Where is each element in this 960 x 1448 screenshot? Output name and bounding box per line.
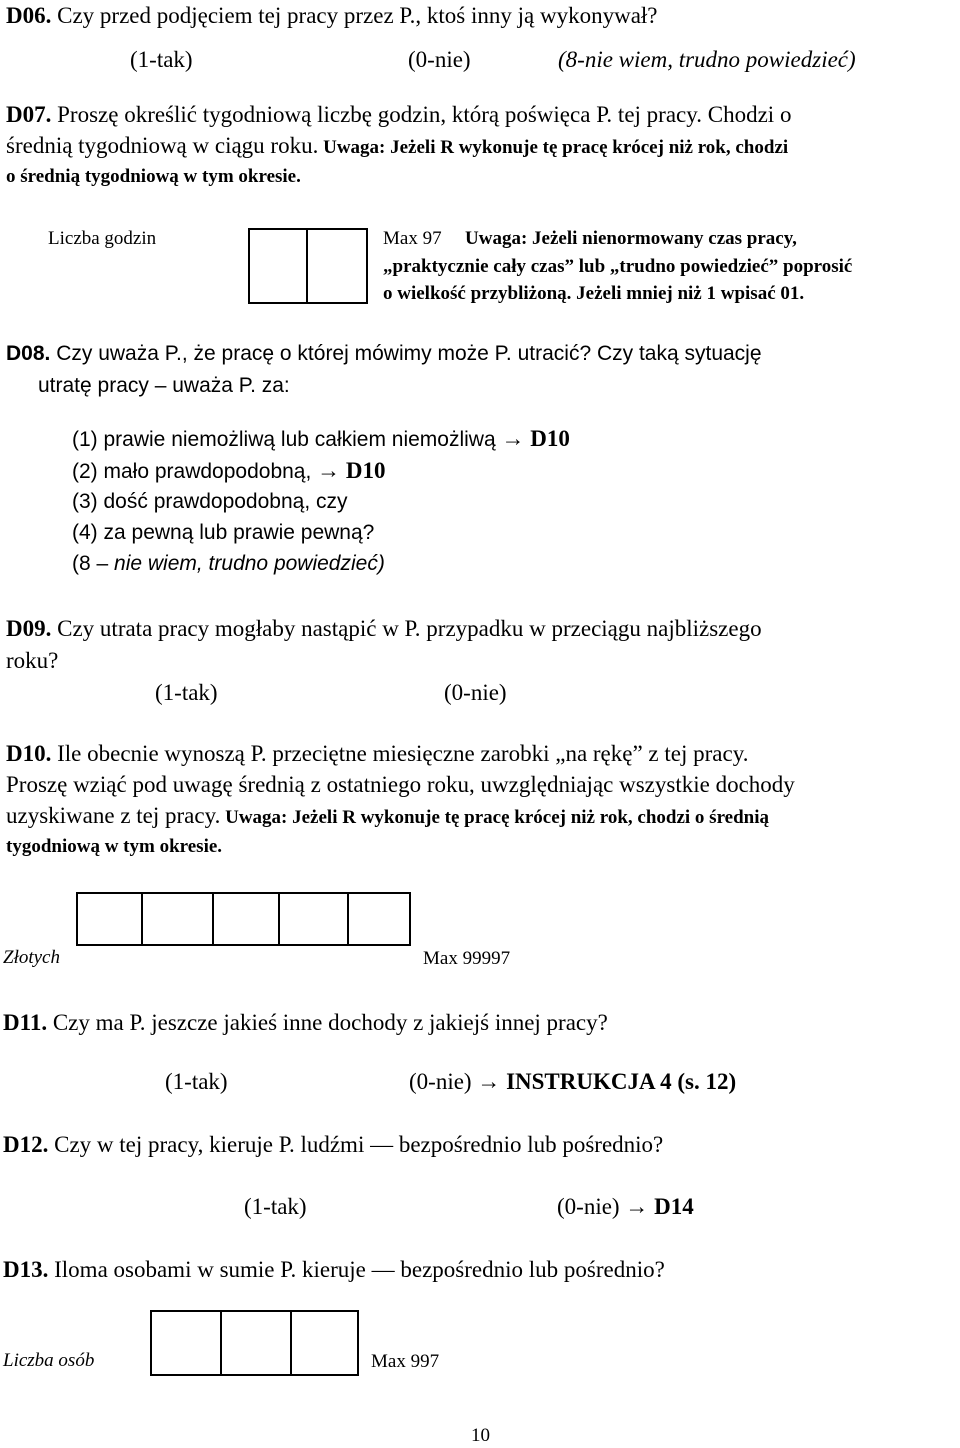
question-id: D07. — [6, 102, 52, 127]
digit-box[interactable] — [150, 1310, 222, 1376]
digit-box[interactable] — [141, 892, 214, 946]
goto-instruction: → D14 — [625, 1194, 694, 1219]
question-text: utratę pracy – uważa P. za: — [38, 374, 290, 397]
digit-box[interactable] — [278, 892, 349, 946]
answer-option[interactable]: (1-tak) — [165, 1069, 228, 1094]
question-d10 — [6, 740, 748, 768]
answer-option[interactable] — [72, 425, 570, 453]
question-text: Proszę określić tygodniową liczbę godzin, którą poświęca P. tej pracy. Chodzi o — [51, 102, 792, 127]
max-value: Max 97 — [383, 228, 442, 249]
digit-box[interactable] — [290, 1310, 359, 1376]
option-label: (0-nie) — [557, 1194, 620, 1219]
answer-option[interactable]: (4) za pewną lub prawie pewną? — [72, 521, 375, 544]
digit-box[interactable] — [212, 892, 280, 946]
question-d12 — [3, 1131, 663, 1159]
option-label: (2) mało prawdopodobną, — [72, 460, 312, 483]
answer-option[interactable] — [72, 457, 386, 485]
answer-option[interactable]: (0-nie) — [444, 680, 507, 705]
answer-option[interactable]: (1-tak) — [130, 47, 193, 72]
interviewer-note: o średnią tygodniową w tym okresie. — [6, 166, 301, 187]
option-label: nie wiem, trudno powiedzieć) — [114, 552, 385, 575]
question-id: D10. — [6, 741, 52, 766]
option-label: (1) prawie niemożliwą lub całkiem niemożliwą — [72, 428, 496, 451]
interviewer-note: o wielkość przybliżoną. Jeżeli mniej niż 1 wpisać 01. — [383, 283, 805, 304]
goto-instruction: → INSTRUKCJA 4 (s. 12) — [477, 1069, 737, 1094]
question-d09 — [6, 615, 762, 643]
interviewer-note: Uwaga: Jeżeli R wykonuje tę pracę krócej niż rok, chodzi o średnią — [220, 807, 770, 828]
answer-option[interactable]: (0-nie) — [408, 47, 471, 72]
interviewer-note: tygodniową w tym okresie. — [6, 836, 223, 857]
answer-option[interactable] — [409, 1068, 736, 1096]
question-d06 — [6, 2, 658, 30]
question-id: D13. — [3, 1257, 49, 1282]
question-d07 — [6, 101, 791, 129]
answer-option[interactable]: (1-tak) — [155, 680, 218, 705]
question-text: Ile obecnie wynoszą P. przeciętne miesięczne zarobki „na rękę” z tej pracy. — [51, 741, 749, 766]
field-label: Złotych — [3, 947, 60, 968]
interviewer-note: Uwaga: Jeżeli R wykonuje tę pracę krócej niż rok, chodzi — [318, 137, 789, 158]
question-id: D11. — [3, 1010, 48, 1035]
question-text: średnią tygodniową w ciągu roku. — [6, 133, 319, 158]
digit-box[interactable] — [220, 1310, 292, 1376]
digit-box[interactable] — [306, 228, 368, 304]
question-text: Czy utrata pracy mogłaby nastąpić w P. przypadku w przeciągu najbliższego — [51, 616, 762, 641]
question-id: D08. — [6, 342, 51, 365]
question-id: D09. — [6, 616, 52, 641]
page-number: 10 — [471, 1425, 490, 1446]
max-value: Max 99997 — [423, 948, 511, 969]
digit-box[interactable] — [248, 228, 308, 304]
question-text: Czy ma P. jeszcze jakieś inne dochody z jakiejś innej pracy? — [47, 1010, 608, 1035]
interviewer-note: Uwaga: Jeżeli nienormowany czas pracy, — [465, 228, 797, 249]
max-value: Max 997 — [371, 1351, 440, 1372]
question-text: uzyskiwane z tej pracy. — [6, 803, 221, 828]
interviewer-note: „praktycznie cały czas” lub „trudno powiedzieć” poprosić — [383, 256, 853, 277]
answer-option[interactable]: (8-nie wiem, trudno powiedzieć) — [558, 47, 856, 72]
answer-option[interactable] — [557, 1193, 694, 1221]
question-text: Proszę wziąć pod uwagę średnią z ostatniego roku, uwzględniając wszystkie dochody — [6, 772, 795, 797]
option-label: (0-nie) — [409, 1069, 472, 1094]
answer-option[interactable] — [72, 551, 385, 576]
question-d13 — [3, 1256, 665, 1284]
question-text: roku? — [6, 648, 59, 673]
question-text-line — [6, 802, 769, 830]
question-text-line — [6, 132, 788, 160]
question-d11 — [3, 1009, 608, 1037]
question-id: D06. — [6, 3, 52, 28]
question-text: Czy przed podjęciem tej pracy przez P., ktoś inny ją wykonywał? — [51, 3, 658, 28]
answer-option[interactable]: (1-tak) — [244, 1194, 307, 1219]
question-text: Czy w tej pracy, kieruje P. ludźmi — bezpośrednio lub pośrednio? — [48, 1132, 664, 1157]
goto-instruction: → D10 — [501, 426, 570, 451]
field-label: Liczba godzin — [48, 228, 157, 249]
option-label: (8 – — [72, 552, 115, 575]
digit-box[interactable] — [347, 892, 411, 946]
goto-instruction: → D10 — [317, 458, 386, 483]
question-d08 — [6, 341, 762, 366]
digit-box[interactable] — [76, 892, 143, 946]
question-text: Iloma osobami w sumie P. kieruje — bezpośrednio lub pośrednio? — [48, 1257, 665, 1282]
question-text: Czy uważa P., że pracę o której mówimy może P. utracić? Czy taką sytuację — [50, 342, 762, 365]
answer-option[interactable]: (3) dość prawdopodobną, czy — [72, 490, 348, 513]
field-label: Liczba osób — [3, 1350, 95, 1371]
question-id: D12. — [3, 1132, 49, 1157]
